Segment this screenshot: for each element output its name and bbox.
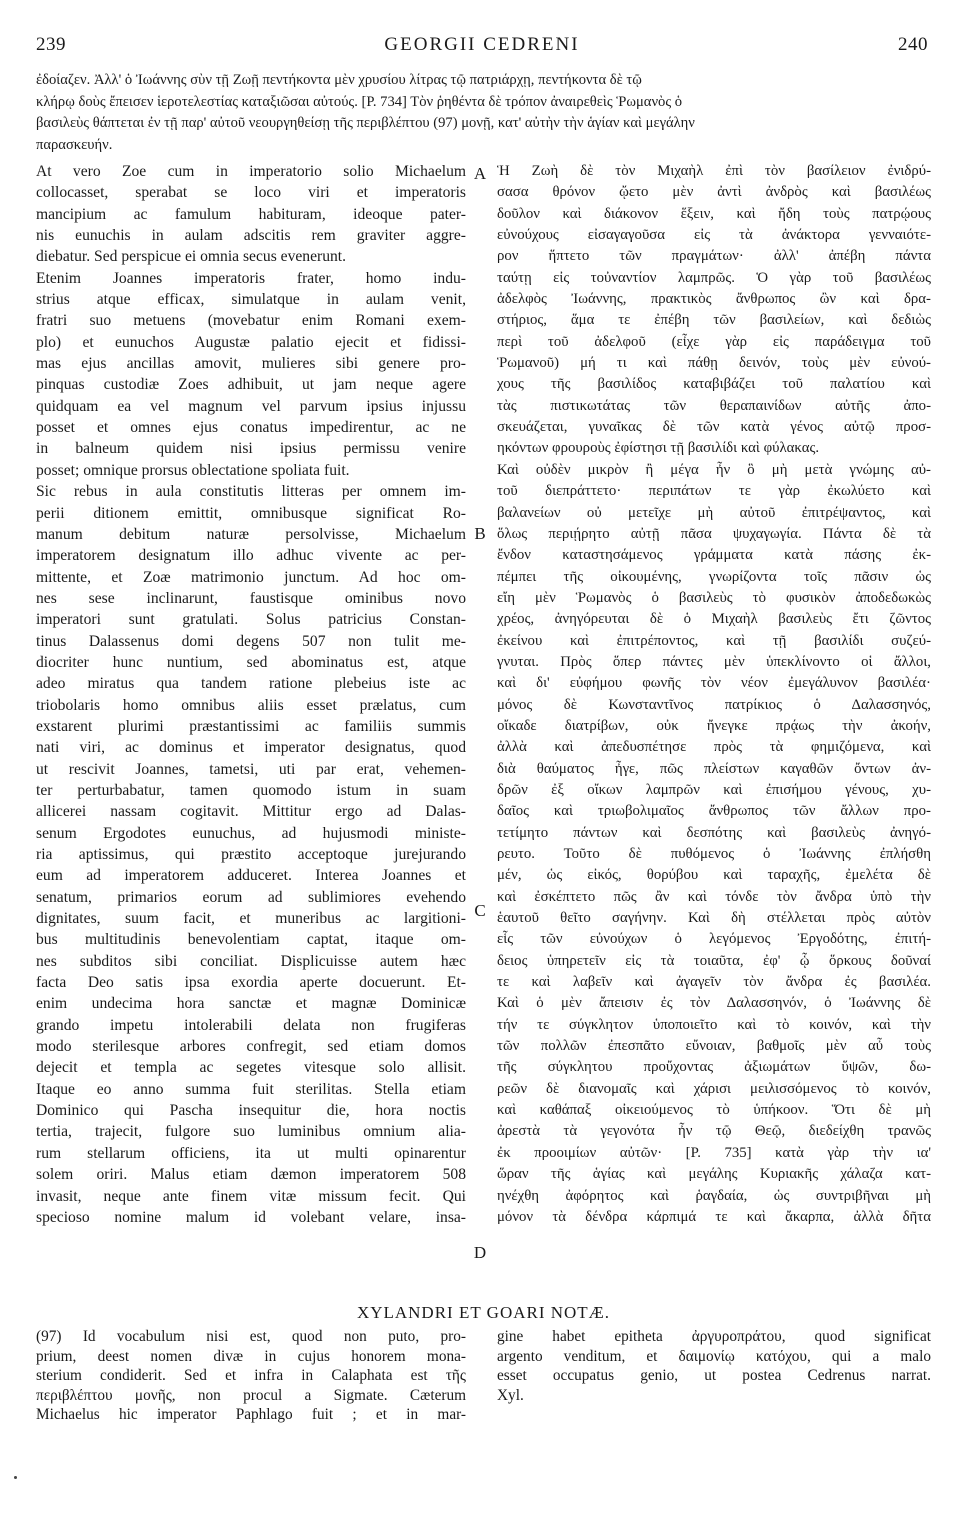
text-line: At vero Zoe cum in imperatorio solio Michaelum xyxy=(36,163,466,180)
text-line: ἀδελφὸς Ἰωάννης, πρακτικὸς ἄνθρωπος ὢν καὶ δρα- xyxy=(497,291,931,308)
text-line: τε καὶ λαβεῖν καὶ ἀγαγεῖν τὸν ἄνδρα ἐς βασιλέα. xyxy=(497,974,931,991)
text-line: ἀλλὰ καὶ ἀπεδυσπέτησε πρὸς τὰ φημιζόμενα, καὶ xyxy=(497,739,931,756)
text-line: περιβλέπτου μονῆς, non procul a Sigmate. Cæterum xyxy=(36,1386,466,1404)
text-line: ηνέχθη ἀφόρητος καὶ ῥαγδαία, ὡς συντριβῆναι μὴ xyxy=(497,1187,931,1204)
text-line: ρεῶν δὲ διανομαῖς καὶ χάρισι μειλισσόμενος τὸ κοινόν, xyxy=(497,1080,931,1097)
text-line: Καὶ ὁ μὲν ἄπεισιν ἐς τὸν Δαλασσηνόν, ὁ Ἰωάννης δὲ xyxy=(497,995,931,1012)
text-line: Itaque eo anno summa fuit sterilitas. Stella etiam xyxy=(36,1080,466,1098)
text-line: rum stellarum officiens, ita ut multi opinarentur xyxy=(36,1144,466,1162)
text-line: sterium condiderit. Sed et infra in Calaphata est τῆς xyxy=(36,1367,466,1385)
text-line: (97) Id vocabulum nisi est, quod non puto, pro- xyxy=(36,1328,466,1345)
text-line: ταύτῃ εἰς τοὐναντίον λαμπρῶς. Ὁ γὰρ τοῦ βασιλέως xyxy=(497,269,931,286)
text-line: ria aptissimus, qui præstito acceptoque jurejurando xyxy=(36,846,466,863)
text-line: σκευάζεται, γυναῖκας δὲ τῶν κατὰ γένος αὐτῷ προσ- xyxy=(497,419,931,436)
text-line: dignitates, suum facit, et muneribus ac largitioni- xyxy=(36,910,466,928)
text-line: δοῦλον καὶ διάκονον ἕξειν, καὶ ἤδη τοὺς πατρῴους xyxy=(497,205,931,222)
text-line: τὰς πιστικωτάτας τῶν θεραπαινίδων αὐτῆς ἀπο- xyxy=(497,397,931,414)
text-line: σασα θρόνον ᾤετο μὲν ἀντὶ ἀνδρὸς καὶ βασιλέως xyxy=(497,184,931,201)
text-line: παρασκευήν. xyxy=(36,136,113,153)
text-line: οἴκαδε διατρίβων, οὐκ ἤνεγκε πρᾴως τὴν ἀκοήν, xyxy=(497,717,931,734)
text-line: καὶ καθάπαξ οἰκειούμενος τὸ ὑπήκοον. Ὅτι δὲ μὴ xyxy=(497,1102,931,1119)
text-line: enim undecima hora sanctæ et magnæ Dominicæ xyxy=(36,995,466,1013)
text-line: esset occupatus genio, ut postea Cedrenus narrat. xyxy=(497,1367,931,1385)
margin-marker-a: A xyxy=(473,164,487,183)
text-line: senatum, primarios eorum ad sublimiores evehendo xyxy=(36,888,466,906)
text-line: εὐνούχους εἰσαγαγοῦσα εἰς τὰ ἀνάκτορα γενναιότε- xyxy=(497,227,931,244)
text-line: χους τῆς βασιλίδος καταβιβάζει τοῦ παλατίου καὶ xyxy=(497,376,931,393)
text-line: imperatorem designatum illo adhuc vivente ac per- xyxy=(36,547,466,565)
text-line: nati viri, ac dominus et imperator designatus, quod xyxy=(36,739,466,757)
text-line: ἀρεστὰ τὰ γεγονότα ἦν τῷ Θεῷ, διεδείχθη τρανῶς xyxy=(497,1123,931,1140)
running-title: GEORGII CEDRENI xyxy=(384,34,580,55)
text-line: μόνος δὲ Κωνσταντῖνος πατρίκιος ὁ Δαλασσηνός, xyxy=(497,696,931,713)
text-line: Michaelus hic imperator Paphlago fuit ; et in mar- xyxy=(36,1406,466,1424)
text-line: dejecit et templa ac segetes vitesque solo allisit. xyxy=(36,1059,466,1077)
text-line: modo sterilesque arbores confregit, sed etiam domos xyxy=(36,1038,466,1056)
page-number-left: 239 xyxy=(36,34,66,55)
text-line: ἐκ προοιμίων αὐτῶν· [P. 735] κατὰ γὰρ τὴν ια' xyxy=(497,1144,931,1161)
text-line: κλήρῳ δοὺς ἔπεισεν ἱεροτελεστίας καταξιῶσαι αὐτούς. [P. 734] Τὸν ῥηθέντα δὲ τρόπον ἀναιρεθεὶς Ῥωμανὸς ὁ xyxy=(36,93,683,110)
text-line: ὅλως περιῄρητο αὐτῇ πᾶσα ψυχαγωγία. Πάντα δὲ τὰ xyxy=(497,525,931,542)
text-line: βασιλεὺς θάπτεται ἐν τῇ παρ' αὐτοῦ νεουργηθείσῃ τῆς περιβλέπτου (97) μονῇ, κατ' αὐτὴν τὴν ἁγίαν καὶ μεγάλην xyxy=(36,115,695,131)
text-line: πέμπει τῆς οἰκουμένης, γνωρίζοντα τοῖς πᾶσιν ὡς xyxy=(497,568,931,585)
text-line: adeo miratus qua tandem ratione plebeius iste ac xyxy=(36,675,466,693)
text-line: diebatur. Sed perspicue ei omnia secus evenerunt. xyxy=(36,248,347,266)
text-line: Ἡ Ζωὴ δὲ τὸν Μιχαὴλ ἐπὶ τὸν βασίλειον ἐνιδρύ- xyxy=(497,163,931,179)
text-line: καὶ ἐσκέπτετο πῶς ἂν καὶ τόνδε τὸν ἄνδρα ὑπὸ τὴν xyxy=(497,888,931,905)
text-line: Ῥωμανοῦ) μή τι καὶ πάθῃ δεινόν, τοὺς μὲν εὐνού- xyxy=(497,355,931,372)
text-line: posset et omnes ejus conatus impedirentur, ac ne xyxy=(36,419,466,437)
text-line: bus multitudinis benevolentiam captat, itaque om- xyxy=(36,931,466,949)
text-line: ρον ἥπτετο τῶν πραγμάτων· ἀλλ' ἀπέβη πάντα xyxy=(497,248,931,265)
text-line: mittente, et Zoæ matrimonio junctum. Ad hoc om- xyxy=(36,568,466,586)
text-line: triobolaris homo omnibus aliis esset prælatus, cum xyxy=(36,696,466,714)
text-line: eum ad imperatorem adduceret. Interea Joannes et xyxy=(36,867,466,885)
text-line: ter perturbabatur, tamen quomodo istum in suam xyxy=(36,781,466,799)
text-line: specioso nomine malum id volebant velare, insa- xyxy=(36,1208,466,1226)
text-line: strius atque efficax, simulatque in aulam venit, xyxy=(36,291,466,309)
text-line: γνυται. Πρὸς ὅπερ πάντες μὲν ὑπεκλίνοντο οἱ ἄλλοι, xyxy=(497,653,931,670)
text-line: ηκόντων φρουροὺς ἐφίστησι τῇ βασιλίδι καὶ φύλακας. xyxy=(497,440,820,457)
text-line: δαῖος καὶ τριωβολιμαῖος ἄνθρωπος τῶν ἄλλων προ- xyxy=(497,803,931,820)
text-line: ἐκείνου καὶ ἐπιτρέποντος, καὶ τῇ βασιλίδι συζεύ- xyxy=(497,632,931,649)
text-line: ἐδοίαζεν. Ἀλλ' ὁ Ἰωάννης σὺν τῇ Ζωῇ πεντήκοντα μὲν χρυσίου λίτρας τῷ πατριάρχῃ, πεντήκοντα δὲ τῷ xyxy=(36,72,642,88)
text-line: μόνον τὰ δένδρα κάρπιμά τε καὶ ἄκαρπα, ἀλλὰ δῆτα xyxy=(497,1208,931,1225)
text-line: argento venditum, et δαιμονίῳ κατόχου, qui a malo xyxy=(497,1347,931,1365)
text-line: pinquas custodiæ Zoes adhibuit, ut jam neque agere xyxy=(36,376,466,394)
text-line: εἴη μὲν Ῥωμανὸς ὁ βασιλεὺς τὸ φυσικὸν ἀποδεδωκὼς xyxy=(497,589,931,606)
text-line: nis eunuchis in aulam adscitis rem graviter aggre- xyxy=(36,227,466,245)
text-line: εἷς τῶν εὐνούχων ὁ λεγόμενος Ἐργοδότης, ἐπιτή- xyxy=(497,931,931,948)
notes-title: XYLANDRI ET GOARI NOTÆ. xyxy=(356,1303,611,1322)
text-line: quidquam ea vel magnum vel parvum ipsius injussu xyxy=(36,397,466,415)
text-line: καὶ δι' εὐφήμου φωνῆς τὸν νέον ἐμεγάλυνον βασιλέα· xyxy=(497,675,931,692)
text-line: ut rescivit Joannes, tametsi, uti par erat, vehemen- xyxy=(36,760,466,778)
notes-left-column xyxy=(36,1327,466,1425)
latin-column xyxy=(36,161,466,1228)
text-line: in balneum quidem nisi ipsius permissu venire xyxy=(36,440,466,458)
text-line: exstarent plurimi præstantissimi ac familiis summis xyxy=(36,717,466,735)
text-line: Etenim Joannes imperatoris frater, homo indu- xyxy=(36,269,466,287)
text-line: ἔνδον καταστησάμενος γράμματα κατὰ πάσης ἐκ- xyxy=(497,547,931,564)
text-line: τῆς σύγκλητου προὔχοντας ἀξιωμάτων ὕψῶν, δω- xyxy=(497,1059,931,1076)
text-line: ὥραν τῆς ἁγίας καὶ μεγάλης Κυριακῆς χάλαζα κατ- xyxy=(497,1166,931,1183)
text-line: διὰ θαύματος ἦγε, πῶς πλείστων καγαθῶν ὄντων ἀν- xyxy=(497,760,931,777)
text-line: prium, deest nomen divæ in cujus honorem mona- xyxy=(36,1347,466,1365)
text-line: δειος ὑπηρετεῖν εἰς τὰ τοιαῦτα, ἐφ' ᾧ ὅρκους δοῦναί xyxy=(497,952,931,969)
text-line: χρέος, ἀνηγόρευται δὲ ὁ Μιχαὴλ βασιλεὺς ἔτι ζῶντος xyxy=(497,611,931,628)
text-line: nes sese inclinarunt, faustisque ominibus novo xyxy=(36,589,466,607)
text-line: Dominico qui Pascha insequitur die, hora noctis xyxy=(36,1102,466,1120)
text-line: tinus Dalassenus domi degens 507 non tulit me- xyxy=(36,632,466,650)
text-line: facta Deo satis ipsa exordia aperte docuerunt. Et- xyxy=(36,974,466,992)
text-line: invasit, neque ante finem vitæ missum fecit. Qui xyxy=(36,1187,466,1205)
text-line: βαλανείων οὐ μετεῖχε μὴ αὐτοῦ ἐπιτρέψαντος, καὶ xyxy=(497,504,931,521)
page-number-right: 240 xyxy=(898,34,928,55)
text-line: mas ejus ancillas amovit, mulieres sibi genere pro- xyxy=(36,355,466,373)
text-line: fratri suo metuens (movebatur enim Romani exem- xyxy=(36,312,466,330)
text-line: τοῦ διεπράττετο· περιπάτων τε γὰρ ἐκωλύετο καὶ xyxy=(497,483,931,500)
text-line: Sic rebus in aula constitutis litteras per omnem im- xyxy=(36,483,466,501)
text-line: ρευτο. Τοῦτο δὲ πυθόμενος ὁ Ἰωάννης ἐπλήσθη xyxy=(497,846,931,862)
margin-dot xyxy=(14,1476,17,1479)
text-line: μέν, ὡς εἰκός, θορύβου καὶ ταραχῆς, ἐμελέτα δὲ xyxy=(497,867,931,884)
text-line: περὶ τοῦ ἀδελφοῦ (εἶχε γὰρ εἰς παράδειγμα τοῦ xyxy=(497,333,931,350)
text-line: tertia, trajecit, fulgore suo luminibus omnium alia- xyxy=(36,1123,466,1141)
text-line: manum debitum naturæ persolvisse, Michaelum xyxy=(36,525,466,543)
text-line: τῶν πολλῶν ἐπεσπᾶτο εὔνοιαν, βαθμοῖς μὲν αὖ τοὺς xyxy=(497,1038,931,1055)
text-line: mancipium ac famulum habituram, ideoque pater- xyxy=(36,205,466,223)
text-line: perii ditionem emittit, omnibusque significat Ro- xyxy=(36,504,466,522)
text-line: diocriter hunc nuntium, sed abominatus est, atque xyxy=(36,653,466,671)
text-line: allicerei nassam cogitavit. Mittitur ergo ad Dalas- xyxy=(36,803,466,821)
text-line: grando impetu intolerabili delata non frugiferas xyxy=(36,1016,466,1034)
text-line: gine habet epitheta ἀργυροπράτου, quod significat xyxy=(497,1328,931,1345)
text-line: collocasset, sperabat se loco viri et imperatoris xyxy=(36,184,466,202)
text-line: Καὶ οὐδὲν μικρὸν ἢ μέγα ἦν ὃ μὴ μετὰ γνώμης αὐ- xyxy=(497,461,931,478)
text-line: δρῶν ἐξ οἴκων λαμπρῶν καὶ ἐπισήμου γένους, χυ- xyxy=(497,781,931,798)
margin-marker-d: D xyxy=(473,1243,487,1262)
greek-column xyxy=(497,161,931,1228)
text-line: nes subditos sibi conciliat. Displicuisse autem hæc xyxy=(36,952,466,970)
text-line: solem oriri. Malus etiam dæmon imperatorem 508 xyxy=(36,1166,466,1184)
margin-marker-b: B xyxy=(474,524,486,543)
text-line: τήν τε σύγκλητον ὑποποιεῖτο καὶ τὸ κοινόν, καὶ τὴν xyxy=(497,1016,931,1033)
text-line: ἑαυτοῦ θεῖτο σαγήνην. Καὶ δὴ στέλλεται πρὸς αὐτὸν xyxy=(497,910,931,927)
text-line: plo) et eunuchos Augustæ palatio ejecit et fidissi- xyxy=(36,333,466,351)
margin-marker-c: C xyxy=(474,901,486,920)
text-line: imperatori sunt gratulati. Solus patricius Constan- xyxy=(36,611,466,629)
notes-right-column xyxy=(497,1327,931,1405)
text-line: στήριος, ἅμα τε ἐπέβη τῶν βασιλείων, καὶ δεδιὼς xyxy=(497,312,931,329)
top-greek-paragraph xyxy=(36,70,931,156)
text-line: τετίμητο πάντων καὶ δεσπότης καὶ βασιλεὺς ἀνηγό- xyxy=(497,824,931,841)
text-line: Xyl. xyxy=(497,1386,524,1404)
text-line: senum Ergodotes eunuchus, ad hujusmodi ministe- xyxy=(36,824,466,842)
text-line: posset; omnique prorsus oblectatione spoliata fuit. xyxy=(36,461,350,479)
page-header xyxy=(36,34,928,58)
